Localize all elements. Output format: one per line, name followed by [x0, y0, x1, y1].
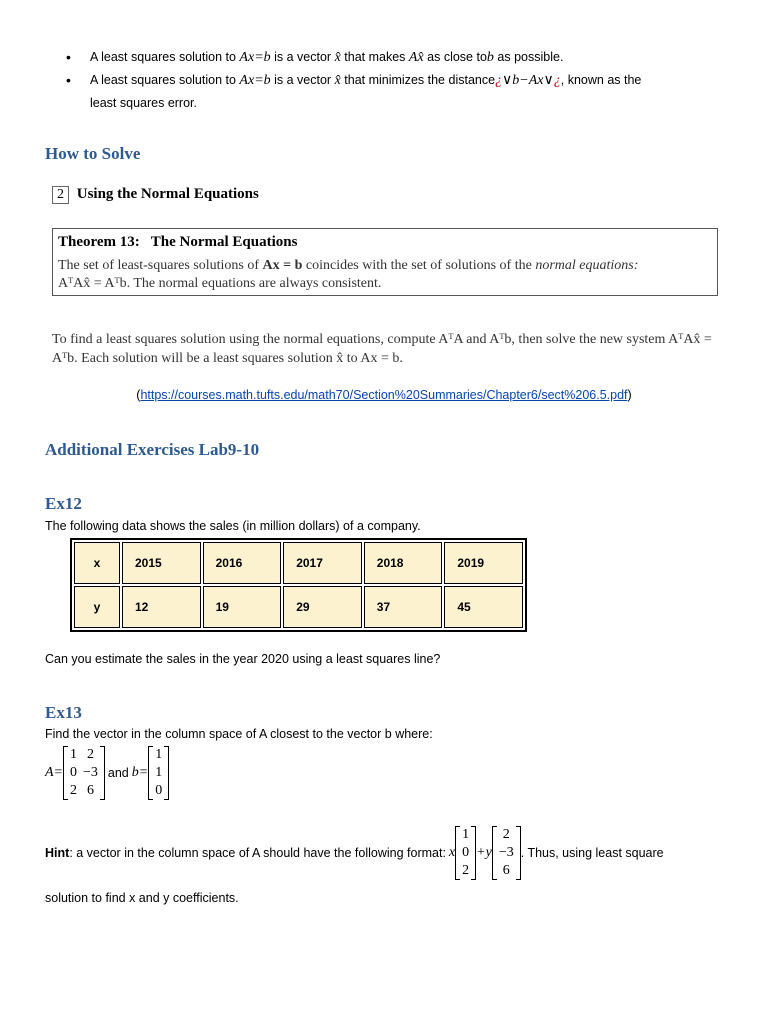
matrix-cell: 0	[70, 765, 77, 780]
source-link[interactable]: https://courses.math.tufts.edu/math70/Section%20Summaries/Chapter6/sect%206.5.pdf	[140, 388, 628, 402]
equation: b=	[131, 765, 149, 780]
section-number: 2	[52, 186, 69, 204]
table-cell: 2016	[203, 542, 282, 584]
theorem-body	[58, 257, 712, 293]
text: least squares error.	[90, 96, 197, 110]
text: A least squares solution to	[90, 73, 236, 87]
bullet-dot-icon: •	[66, 49, 71, 65]
column-vector-1	[455, 826, 476, 880]
matrix-cell: 0	[462, 845, 470, 860]
theorem-title: Theorem 13: The Normal Equations	[58, 234, 298, 250]
text: . Thus, using least square	[520, 846, 664, 860]
text: as possible.	[497, 50, 564, 64]
table-cell: 45	[444, 586, 523, 628]
equation: b	[486, 50, 494, 65]
source-link-line	[0, 388, 768, 402]
table-cell: 37	[364, 586, 443, 628]
table-cell: 12	[122, 586, 201, 628]
bullet-item	[62, 69, 732, 114]
paren: )	[627, 388, 632, 402]
equation: ¿	[495, 73, 503, 88]
matrix-cell: 1	[155, 765, 163, 780]
ex13-hint	[45, 826, 664, 880]
heading-additional-exercises: Additional Exercises Lab9-10	[45, 440, 260, 459]
table-cell: 2018	[364, 542, 443, 584]
theorem-box	[52, 228, 718, 296]
ex12-intro: The following data shows the sales (in million dollars) of a company.	[45, 519, 421, 533]
equation: Ax=b	[239, 50, 271, 65]
bullet-dot-icon: •	[66, 72, 71, 88]
table-cell: y	[74, 586, 120, 628]
equation: ¿	[553, 73, 561, 88]
matrix-cell: 2	[70, 783, 77, 798]
matrix-cell: 2	[86, 747, 94, 762]
vector-b	[148, 746, 169, 800]
equation: x	[448, 845, 456, 860]
ex13-hint-line2: solution to find x and y coefficients.	[45, 891, 239, 905]
table-row	[74, 542, 523, 584]
text: normal equations:	[535, 258, 639, 273]
ex13-intro: Find the vector in the column space of A closest to the vector b where:	[45, 727, 433, 741]
paren: (	[136, 388, 141, 402]
text: is a vector	[274, 50, 332, 64]
matrix-cell: 1	[155, 747, 163, 762]
text: coincides with the set of solutions of the	[305, 258, 532, 273]
matrix-a	[63, 746, 105, 800]
hint-label: Hint	[45, 846, 70, 860]
equation: Ax̂	[408, 50, 424, 65]
table-cell: 29	[283, 586, 362, 628]
text: A least squares solution to	[90, 50, 236, 64]
equation: Ax=b	[239, 73, 271, 88]
ex13-matrices	[45, 746, 169, 800]
heading-how-to-solve: How to Solve	[45, 144, 141, 163]
matrix-cell: 2	[462, 863, 470, 878]
matrix-cell: 0	[155, 783, 163, 798]
matrix-cell: 6	[86, 783, 94, 798]
matrix-cell: 1	[462, 827, 470, 842]
matrix-cell: −3	[83, 765, 98, 780]
section-heading	[52, 186, 259, 204]
table-cell: 2017	[283, 542, 362, 584]
text: and	[107, 766, 129, 780]
table-row	[74, 586, 523, 628]
column-vector-2	[492, 826, 521, 880]
heading-ex12: Ex12	[45, 494, 82, 513]
table-cell: x	[74, 542, 120, 584]
equation: +	[476, 845, 486, 860]
text: as close to	[427, 50, 487, 64]
sales-table	[70, 538, 527, 632]
heading-ex13: Ex13	[45, 703, 82, 722]
equation: ∨b−Ax∨	[502, 73, 554, 88]
matrix-cell: 6	[502, 863, 510, 878]
section-title: Using the Normal Equations	[76, 186, 259, 202]
text: : a vector in the column space of A should have the following format:	[69, 846, 446, 860]
table-cell: 19	[203, 586, 282, 628]
text: that minimizes the distance	[344, 73, 496, 87]
matrix-cell: −3	[498, 845, 514, 860]
text: , known as the	[560, 73, 642, 87]
normal-equations-paragraph: To find a least squares solution using the normal equations, compute AᵀA and Aᵀb, then solve the new system AᵀAx̂ = Aᵀb. Each solution will be a least squares solution x̂ to Ax = b.	[52, 332, 712, 366]
text: The set of least-squares solutions of	[58, 258, 260, 273]
table-cell: 2015	[122, 542, 201, 584]
equation: AᵀAx̂ = Aᵀb.	[58, 276, 131, 291]
ex12-question: Can you estimate the sales in the year 2020 using a least squares line?	[45, 652, 441, 666]
matrix-cell: 2	[502, 827, 510, 842]
equation: x̂	[334, 73, 341, 88]
text: is a vector	[274, 73, 332, 87]
equation: y	[485, 845, 492, 860]
equation: Ax = b	[262, 258, 303, 273]
matrix-cell: 1	[70, 747, 77, 762]
equation: A=	[45, 765, 63, 780]
table-cell: 2019	[444, 542, 523, 584]
intro-bullet-list	[62, 46, 732, 114]
text: The normal equations are always consistent.	[133, 276, 382, 291]
text: that makes	[344, 50, 406, 64]
equation: x̂	[334, 50, 341, 65]
bullet-item	[62, 46, 732, 69]
